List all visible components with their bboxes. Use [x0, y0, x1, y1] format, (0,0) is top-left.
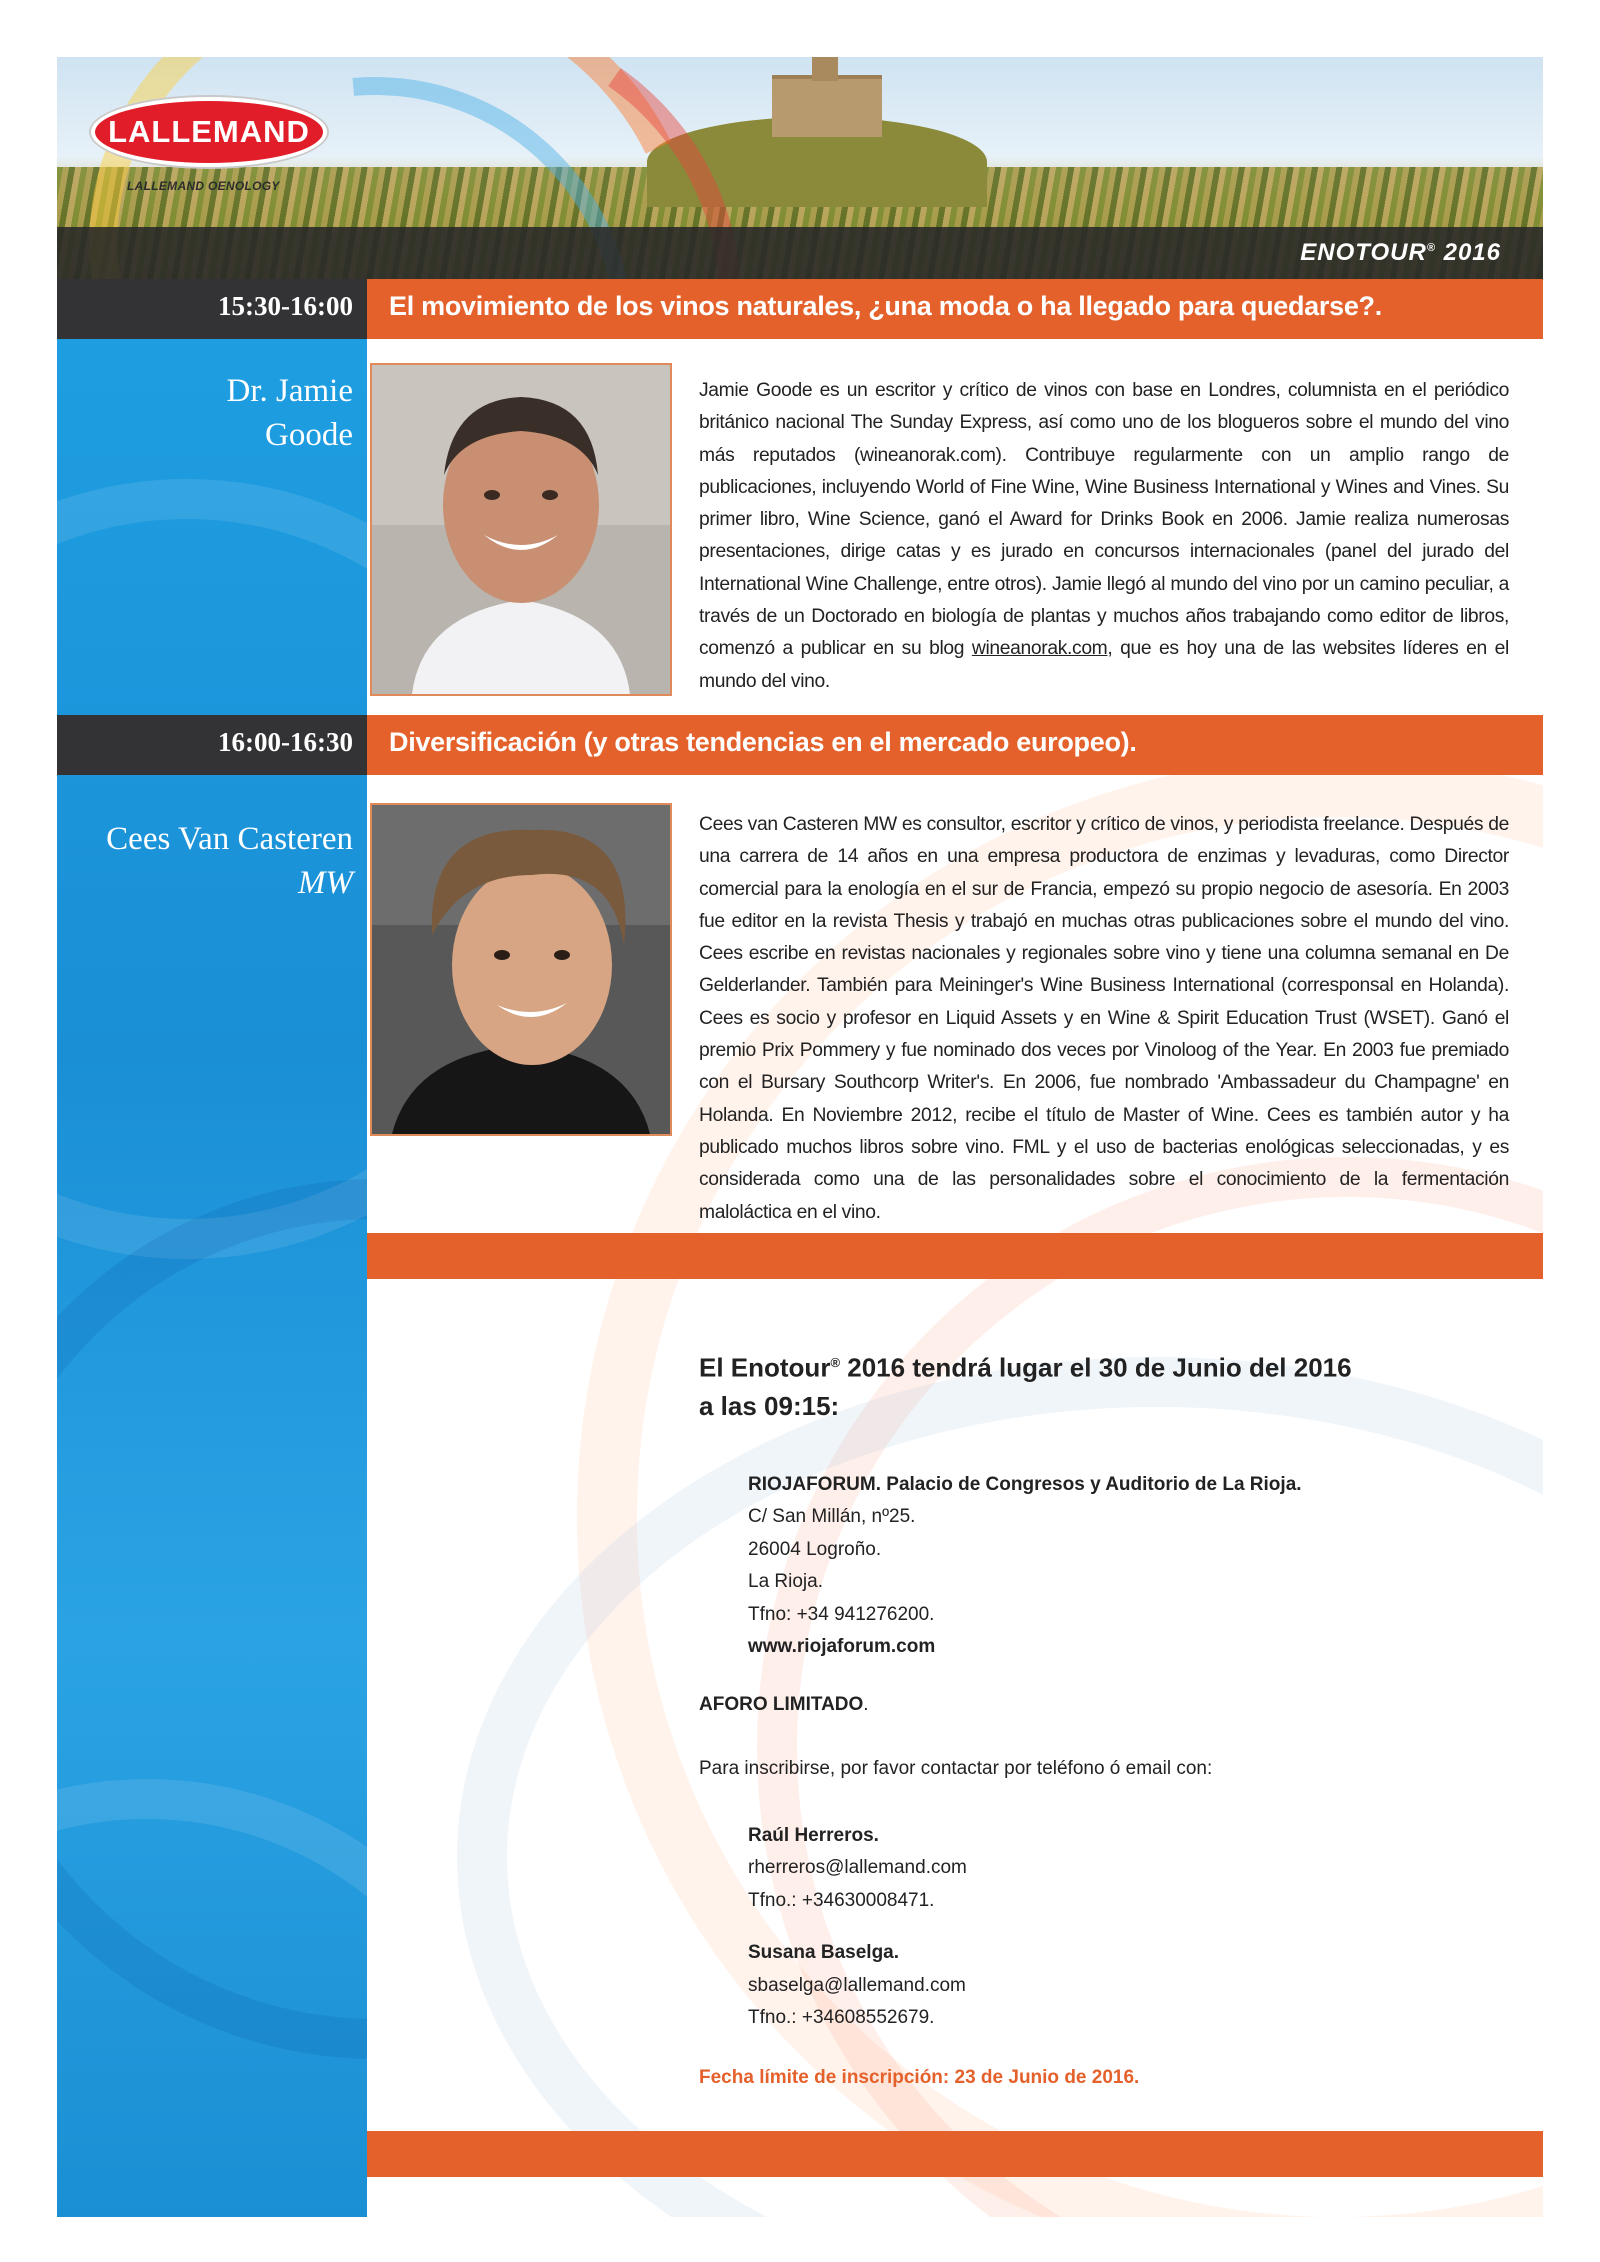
- lallemand-logo: [91, 97, 331, 193]
- venue-website-link[interactable]: www.riojaforum.com: [748, 1636, 936, 1658]
- session-title: Diversificación (y otras tendencias en el mercado europeo).: [389, 727, 1137, 757]
- portrait-image: [372, 365, 670, 694]
- speaker-name: [57, 817, 353, 905]
- session-title: El movimiento de los vinos naturales, ¿una moda o ha llegado para quedarse?.: [389, 291, 1382, 321]
- venue-street: C/ San Millán, nº25.: [748, 1506, 916, 1528]
- portrait-image: [372, 805, 670, 1134]
- event-title: [1300, 239, 1501, 267]
- bio-text: Jamie Goode es un escritor y crítico de vinos con base en Londres, columnista en el periódico británico nacional The Sunday Express, así como uno de los blogueros sobre el mundo del vino más reputados (wineanorak.com). Contribuye regularmente con un amplio rango de publicaciones, incluyendo World of Fine Wine, Wine Business International y Wines and Vines. Su primer libro, Wine Science, ganó el Award for Drinks Book en 2006. Jamie realiza numerosas presentaciones, dirige catas y es jurado en concursos internacionales (panel del jurado del International Wine Challenge, entre otros). Jamie llegó al mundo del vino por un camino peculiar, a través de un Doctorado en biología de plantas y muchos años trabajando como editor de libros, comenzó a publicar en su blog: [699, 380, 1509, 660]
- session-title-bar: [367, 715, 1543, 775]
- heading-text: 2016 tendrá lugar el 30 de Junio del 2016: [840, 1352, 1352, 1383]
- contact-name: Susana Baselga.: [748, 1942, 900, 1964]
- speaker-name: [57, 369, 353, 457]
- event-info-heading: [699, 1344, 1499, 1425]
- session-title-bar: [367, 279, 1543, 339]
- left-column: [57, 279, 367, 2217]
- blog-link[interactable]: wineanorak.com: [971, 638, 1108, 660]
- contact-phone: Tfno.: +34630008471.: [748, 1889, 935, 1911]
- heading-time: a las 09:15:: [699, 1390, 840, 1421]
- venue-region: La Rioja.: [748, 1571, 823, 1593]
- speaker-photo: [370, 363, 672, 696]
- orange-footer-strip: [367, 2131, 1543, 2177]
- header-banner: [57, 57, 1543, 279]
- speaker-title: MW: [298, 865, 353, 901]
- speaker-name-line: Dr. Jamie: [226, 373, 353, 409]
- registered-mark: ®: [830, 1355, 841, 1370]
- capacity-dot: .: [863, 1693, 869, 1715]
- decorative-wave: [57, 1779, 367, 2217]
- contact-intro: Para inscribirse, por favor contactar por teléfono ó email con:: [699, 1757, 1213, 1779]
- speaker-name-line: Cees Van Casteren: [106, 821, 353, 857]
- capacity-text: AFORO LIMITADO: [699, 1693, 864, 1715]
- heading-text: El Enotour: [699, 1352, 831, 1383]
- event-bar: [57, 227, 1543, 279]
- capacity-notice: [699, 1694, 1499, 1716]
- speaker-bio: [699, 375, 1509, 698]
- registration-deadline: Fecha límite de inscripción: 23 de Junio de 2016.: [699, 2066, 1140, 2088]
- session-time: 16:00-16:30: [218, 727, 353, 757]
- contact-email-link[interactable]: rherreros@lallemand.com: [748, 1857, 967, 1879]
- logo-text: LALLEMAND: [108, 114, 310, 149]
- venue-address: [748, 1469, 1499, 1664]
- speaker-photo: [370, 803, 672, 1136]
- venue-name: RIOJAFORUM. Palacio de Congresos y Auditorio de La Rioja.: [748, 1473, 1302, 1495]
- contact-email-link[interactable]: sbaselga@lallemand.com: [748, 1974, 966, 1996]
- speaker-name-line: Goode: [265, 417, 353, 453]
- event-info: [699, 1344, 1499, 2089]
- venue-phone: Tfno: +34 941276200.: [748, 1603, 935, 1625]
- bio-text-end: , que es hoy una de las websites líderes en el mundo del vino.: [699, 638, 1509, 692]
- session-time: 15:30-16:00: [218, 291, 353, 321]
- contact-name: Raúl Herreros.: [748, 1824, 879, 1846]
- contact-block: [748, 1820, 1499, 1918]
- session-time-bar: [57, 279, 367, 339]
- event-name: ENOTOUR: [1300, 239, 1427, 266]
- logo-subtitle: LALLEMAND OENOLOGY: [127, 179, 280, 193]
- venue-city: 26004 Logroño.: [748, 1538, 882, 1560]
- contact-phone: Tfno.: +34608552679.: [748, 2007, 935, 2029]
- speaker-bio: Cees van Casteren MW es consultor, escritor y crítico de vinos, y periodista freelance. Después de una carrera de 14 años en una empresa productora de enzimas y levaduras, como Director comercial para la enología en el sur de Francia, empezó su propio negocio de asesoría. En 2003 fue editor en la revista Thesis y trabajó en muchas otras publicaciones sobre el mundo del vino. Cees escribe en revistas nacionales y regionales sobre vino y tiene una columna semanal en De Gelderlander. También para Meininger's Wine Business International (corresponsal en Holanda). Cees es socio y profesor en Liquid Assets y en Wine & Spirit Education Trust (WSET). Ganó el premio Prix Pommery y fue nominado dos veces por Vinoloog of the Year. En 2003 fue premiado con el Bursary Southcorp Writer's. En 2006, fue nombrado 'Ambassadeur du Champagne' en Holanda. En Noviembre 2012, recibe el título de Master of Wine. Cees es también autor y ha publicado muchos libros sobre vino. FML y el uso de bacterias enológicas seleccionadas, y es considerada como una de las personalidades sobre el conocimiento de la fermentación maloláctica en el vino.: [699, 814, 1509, 1223]
- orange-divider: [367, 1233, 1543, 1279]
- page: [57, 57, 1543, 2217]
- contact-block: [748, 1937, 1499, 2035]
- logo-oval: [91, 97, 327, 167]
- event-year: 2016: [1443, 239, 1501, 266]
- session-time-bar: [57, 715, 367, 775]
- castle-image: [772, 75, 882, 137]
- registered-mark: ®: [1426, 242, 1436, 254]
